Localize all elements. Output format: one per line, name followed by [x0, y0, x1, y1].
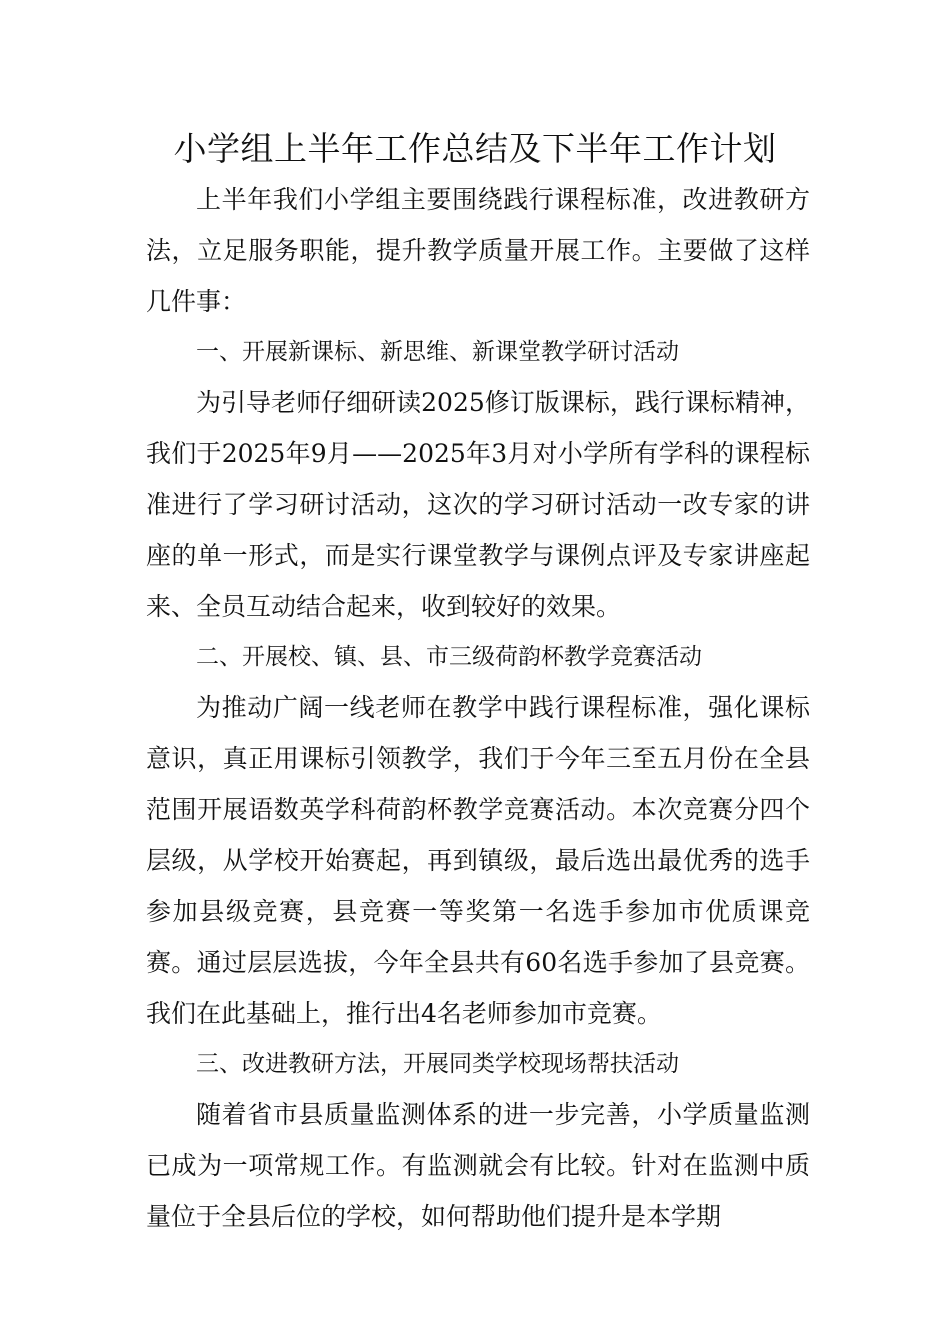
document-body	[146, 174, 810, 1242]
section-1-heading: 一、开展新课标、新思维、新课堂教学研讨活动	[196, 339, 679, 365]
section-2-paragraph: 为推动广阔一线老师在教学中践行课程标准，强化课标意识，真正用课标引领教学，我们于今年三至五月份在全县范围开展语数英学科荷韵杯教学竞赛活动。本次竞赛分四个层级，从学校开始赛起，再到镇级，最后选出最优秀的选手参加县级竞赛，县竞赛一等奖第一名选手参加市优质课竞赛。通过层层选拔，今年全县共有60名选手参加了县竞赛。我们在此基础上，推行出4名老师参加市竞赛。	[146, 693, 810, 1028]
section-2-heading: 二、开展校、镇、县、市三级荷韵杯教学竞赛活动	[196, 644, 702, 670]
section-3-heading: 三、改进教研方法，开展同类学校现场帮扶活动	[196, 1051, 679, 1077]
document-title: 小学组上半年工作总结及下半年工作计划	[173, 129, 777, 168]
section-1-paragraph: 为引导老师仔细研读2025修订版课标，践行课标精神，我们于2025年9月——2025年3月对小学所有学科的课程标准进行了学习研讨活动，这次的学习研讨活动一改专家的讲座的单一形式，而是实行课堂教学与课例点评及专家讲座起来、全员互动结合起来，收到较好的效果。	[146, 388, 810, 621]
intro-paragraph: 上半年我们小学组主要围绕践行课程标准，改进教研方法，立足服务职能，提升教学质量开展工作。主要做了这样几件事：	[146, 185, 810, 316]
section-3-paragraph: 随着省市县质量监测体系的进一步完善，小学质量监测已成为一项常规工作。有监测就会有比较。针对在监测中质量位于全县后位的学校，如何帮助他们提升是本学期	[146, 1100, 810, 1231]
